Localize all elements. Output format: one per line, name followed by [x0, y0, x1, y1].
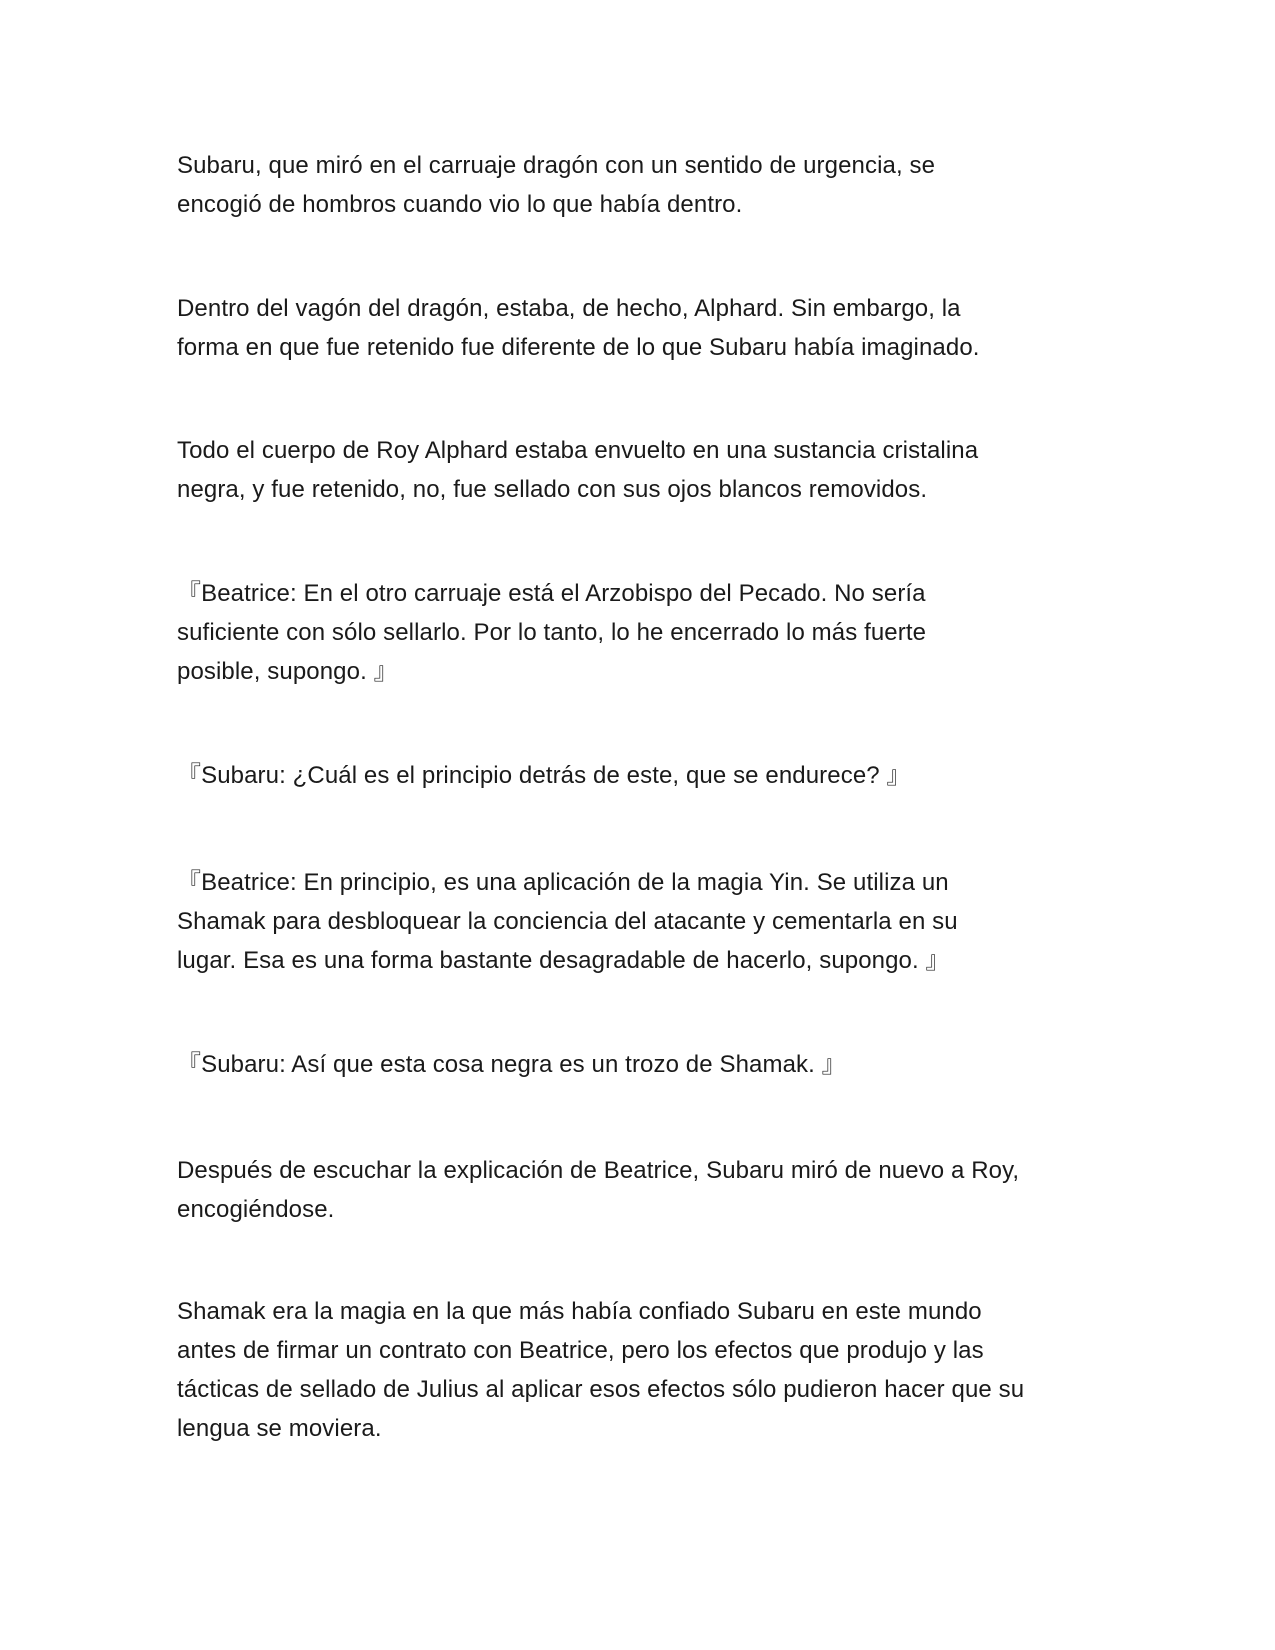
text-line: lugar. Esa es una forma bastante desagradable de hacerlo, supongo. 』 [177, 947, 950, 974]
text-line: Dentro del vagón del dragón, estaba, de hecho, Alphard. Sin embargo, la [177, 295, 961, 322]
text-line: 『Beatrice: En el otro carruaje está el Arzobispo del Pecado. No sería [177, 580, 926, 607]
text-line: posible, supongo. 』 [177, 658, 398, 685]
text-line: forma en que fue retenido fue diferente de lo que Subaru había imaginado. [177, 334, 980, 361]
paragraph-alphard-inside [177, 289, 1107, 367]
text-line: Subaru, que miró en el carruaje dragón con un sentido de urgencia, se [177, 152, 936, 179]
text-line: Después de escuchar la explicación de Beatrice, Subaru miró de nuevo a Roy, [177, 1157, 1020, 1184]
text-line: Todo el cuerpo de Roy Alphard estaba envuelto en una sustancia cristalina [177, 437, 979, 464]
dialogue-subaru-shamak [177, 1045, 1107, 1084]
text-line: tácticas de sellado de Julius al aplicar esos efectos sólo pudieron hacer que su [177, 1376, 1025, 1403]
text-line: Shamak para desbloquear la conciencia del atacante y cementarla en su [177, 908, 958, 935]
text-line: encogió de hombros cuando vio lo que había dentro. [177, 191, 743, 218]
text-line: suficiente con sólo sellarlo. Por lo tanto, lo he encerrado lo más fuerte [177, 619, 927, 646]
paragraph-after-explanation [177, 1151, 1107, 1229]
dialogue-beatrice-yin-magic [177, 863, 1107, 980]
paragraph-crystal-substance [177, 431, 1107, 509]
paragraph-carriage-look [177, 146, 1107, 224]
text-line: encogiéndose. [177, 1196, 335, 1223]
dialogue-subaru-principle [177, 756, 1107, 795]
text-line: Shamak era la magia en la que más había confiado Subaru en este mundo [177, 1298, 982, 1325]
dialogue-beatrice-sealed [177, 574, 1107, 691]
text-line: 『Beatrice: En principio, es una aplicación de la magia Yin. Se utiliza un [177, 869, 949, 896]
text-line: negra, y fue retenido, no, fue sellado con sus ojos blancos removidos. [177, 476, 928, 503]
text-line: lengua se moviera. [177, 1415, 382, 1442]
text-line: 『Subaru: Así que esta cosa negra es un trozo de Shamak. 』 [177, 1051, 846, 1078]
text-line: 『Subaru: ¿Cuál es el principio detrás de este, que se endurece? 』 [177, 762, 911, 789]
text-line: antes de firmar un contrato con Beatrice, pero los efectos que produjo y las [177, 1337, 984, 1364]
paragraph-shamak-reflection [177, 1292, 1107, 1448]
